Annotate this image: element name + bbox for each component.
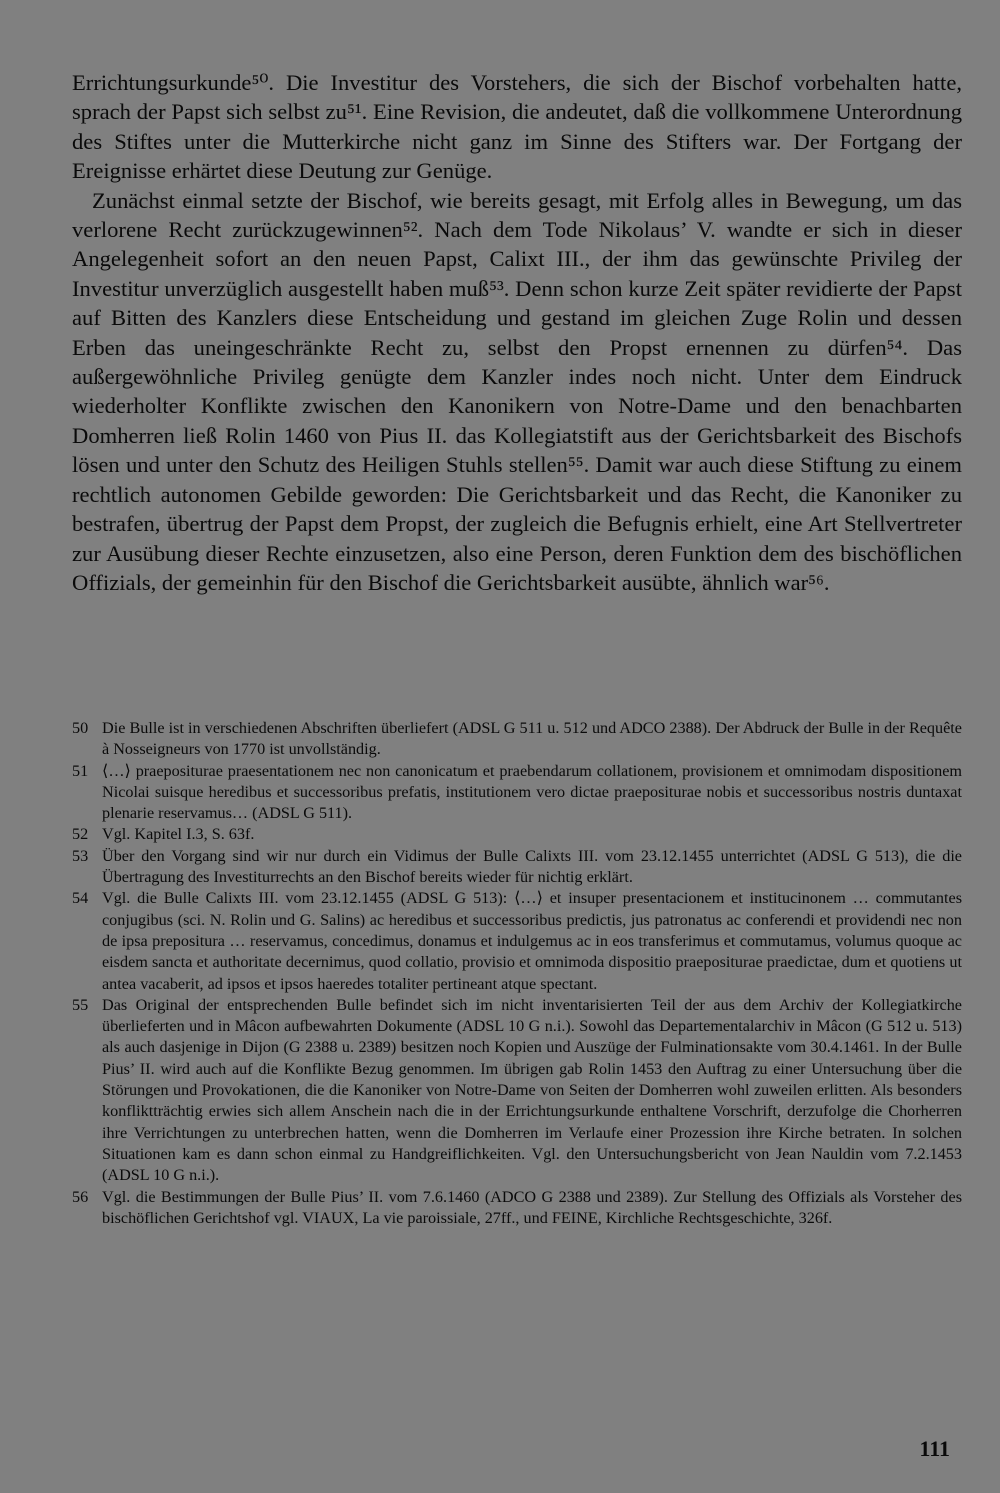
- footnote-number: 52: [72, 825, 89, 844]
- footnote-52: [72, 824, 962, 845]
- footnote-text: Über den Vorgang sind wir nur durch ein Vidimus der Bulle Calixts III. vom 23.12.1455 unterrichtet (ADSL G 513), die die Übertragung des Investiturrechts an den Bischof bereits wieder für nichtig erklärt.: [102, 846, 962, 887]
- footnote-number: 55: [72, 995, 89, 1014]
- paragraph-1: Errichtungsurkunde⁵⁰. Die Investitur des Vorstehers, die sich der Bischof vorbehalten hatte, sprach der Papst sich selbst zu⁵¹. Eine Revision, die andeutet, daß die vollkommene Unterordnung des Stiftes unter die Mutterkirche nicht ganz im Sinne des Stifters war. Der Fortgang der Ereignisse erhärtet diese Deutung zur Genüge.: [72, 70, 962, 184]
- main-text: [72, 68, 962, 597]
- footnote-number: 50: [72, 719, 89, 737]
- footnote-number: 53: [72, 846, 89, 865]
- footnote-text: Vgl. Kapitel I.3, S. 63f.: [102, 825, 255, 844]
- footnote-text: Vgl. die Bestimmungen der Bulle Pius’ II. vom 7.6.1460 (ADCO G 2388 und 2389). Zur Stellung des Offizials als Vorsteher des bischöflichen Gerichtshof vgl. VIAUX, La vie paroissiale, 27ff., und FEINE, Kirchliche Rechtsgeschichte, 326f.: [102, 1187, 962, 1227]
- footnote-number: 51: [72, 761, 89, 780]
- footnote-55: [72, 995, 962, 1187]
- page-number: 111: [919, 1436, 950, 1461]
- footnote-51: [72, 761, 962, 825]
- footnote-50: [72, 718, 962, 761]
- paragraph-2: Zunächst einmal setzte der Bischof, wie bereits gesagt, mit Erfolg alles in Bewegung, um das verlorene Recht zurückzugewinnen⁵². Nach dem Tode Nikolaus’ V. wandte er sich in dieser Angelegenheit sofort an den neuen Papst, Calixt III., der ihm das gewünschte Privileg der Investitur unverzüglich ausgestellt haben muß⁵³. Denn schon kurze Zeit später revidierte der Papst auf Bitten des Kanzlers diese Entscheidung und gestand im gleichen Zuge Rolin und dessen Erben das uneingeschränkte Recht zu, selbst den Propst ernennen zu dürfen⁵⁴. Das außergewöhnliche Privileg genügte dem Kanzler indes noch nicht. Unter dem Eindruck wiederholter Konflikte zwischen den Kanonikern von Notre-Dame und den benachbarten Domherren ließ Rolin 1460 von Pius II. das Kollegiatstift aus der Gerichtsbarkeit des Bischofs lösen und unter den Schutz des Heiligen Stuhls stellen⁵⁵. Damit war auch diese Stiftung zu einem rechtlich autonomen Gebilde geworden: Die Gerichtsbarkeit und das Recht, die Kanoniker zu bestrafen, übertrug der Papst dem Propst, der zugleich die Befugnis erhielt, eine Art Stellvertreter zur Ausübung dieser Rechte einzusetzen, also eine Person, deren Funktion dem des bischöflichen Offizials, der gemeinhin für den Bischof die Gerichtsbarkeit ausübte, ähnlich war⁵⁶.: [72, 187, 962, 595]
- footnote-text: Das Original der entsprechenden Bulle befindet sich im nicht inventarisierten Teil der aus dem Archiv der Kollegiatkirche überlieferten und in Mâcon aufbewahrten Dokumente (ADSL 10 G n.i.). Sowohl das Departementalarchiv in Mâcon (G 512 u. 513) als auch dasjenige in Dijon (G 2388 u. 2389) besitzen noch Kopien und Auszüge der Fulminationsakte vom 30.4.1461. In der Bulle Pius’ II. wird auch auf die Konflikte Bezug genommen. Im übrigen gab Rolin 1453 den Auftrag zu einer Untersuchung über die Störungen und Provokationen, die die Kanoniker von Notre-Dame von Seiten der Domherren wohl zuweilen erlitten. Als besonders konfliktträchtig erwies sich allem Anschein nach die in der Errichtungsurkunde enthaltene Vorschrift, derzufolge die Chorherren ihre Verrichtungen zu unterbrechen hatten, wenn die Domherren im Verlaufe einer Prozession ihre Kirche betraten. In solchen Situationen kam es dann schon einmal zu Handgreiflichkeiten. Vgl. den Untersuchungsbericht von Jean Nauldin vom 7.2.1453 (ADSL 10 G n.i.).: [102, 995, 962, 1185]
- footnote-number: 54: [72, 889, 89, 908]
- footnote-text: Vgl. die Bulle Calixts III. vom 23.12.1455 (ADSL G 513): ⟨…⟩ et insuper presentacionem et institucinonem … commutantes conjugibus (sci. N. Rolin und G. Salins) ac heredibus et successoribus predictis, jus patronatus ac conferendi et providendi nec non de ipsa prepositura … reservamus, concedimus, donamus et indulgemus ac in eos transferimus et commutamus, volumus quoque ac eisdem sancta et authoritate decernimus, quod collatio, provisio et omnimoda dispositio praepositurae praedictae, dum et quotiens ut antea vacaberit, ad ipsos et ipsos haeredes totaliter pertineant atque spectant.: [102, 889, 962, 993]
- footnote-text: Die Bulle ist in verschiedenen Abschriften überliefert (ADSL G 511 u. 512 und ADCO 2388). Der Abdruck der Bulle in der Requête à Nosseigneurs von 1770 ist unvollständig.: [102, 719, 962, 759]
- footnote-text: ⟨…⟩ praepositurae praesentationem nec non canonicatum et praebendarum collationem, provisionem et omnimodam dispositionem Nicolai suisque heredibus et successoribus prefatis, institutionem vero dictae praepositurae nobis et successoribus nostris duntaxat plenarie reservamus… (ADSL G 511).: [102, 761, 962, 823]
- footnote-53: [72, 846, 962, 889]
- footnote-number: 56: [72, 1187, 89, 1206]
- footnote-54: [72, 888, 962, 994]
- footnote-56: [72, 1187, 962, 1230]
- footnotes: [72, 718, 962, 1229]
